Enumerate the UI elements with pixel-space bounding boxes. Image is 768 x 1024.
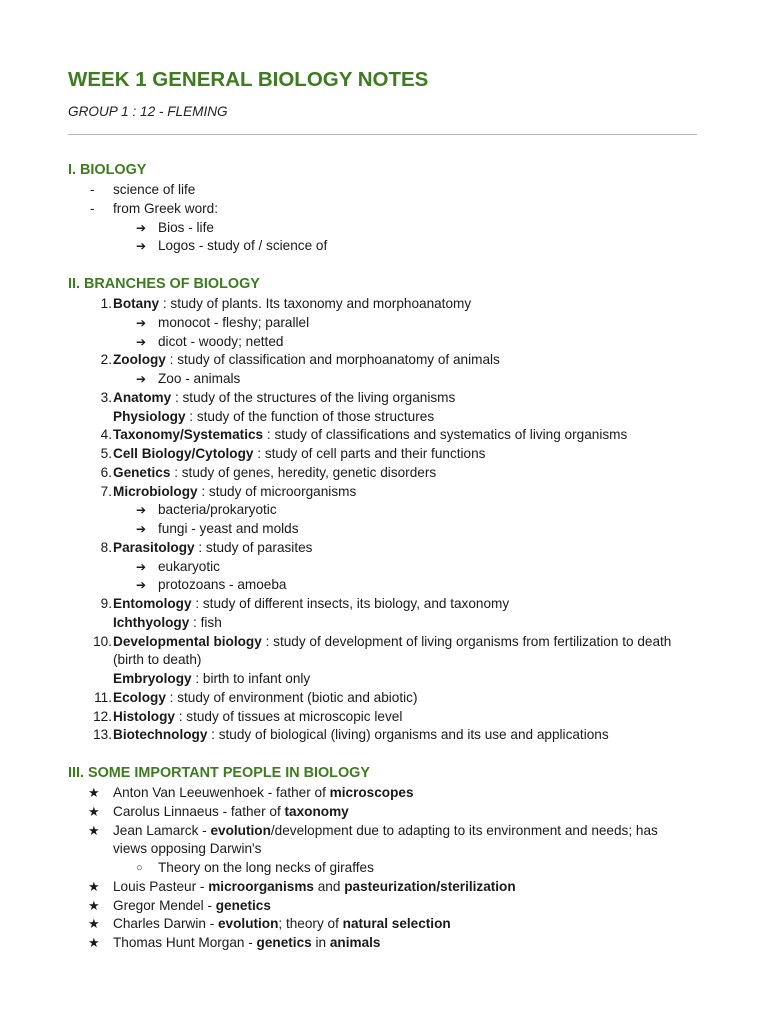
list-item-text [113, 897, 271, 916]
definition: : study of parasites [194, 539, 313, 555]
star-bullet-icon: ★ [88, 785, 100, 800]
section-heading: I. BIOLOGY [68, 162, 147, 178]
horizontal-divider [68, 134, 697, 135]
arrow-bullet-icon: ➔ [136, 559, 147, 574]
term: Biotechnology [113, 727, 208, 743]
person-text: Charles Darwin - [113, 916, 218, 932]
list-item-text [113, 426, 627, 445]
definition: : study of environment (biotic and abiotic) [165, 689, 418, 705]
term: microscopes [329, 785, 414, 800]
term: genetics [215, 897, 271, 913]
sub-item-text: bacteria/prokaryotic [158, 502, 277, 518]
list-item-text [113, 595, 509, 614]
term: Zoology [113, 352, 166, 368]
arrow-bullet-icon: ➔ [136, 220, 147, 235]
list-item-text [113, 670, 310, 689]
definition: : fish [189, 614, 222, 630]
list-item [68, 426, 698, 445]
term: Microbiology [113, 483, 198, 499]
definition: : study of microorganisms [197, 483, 357, 499]
sub-list-item [68, 314, 698, 333]
term: microorganisms [208, 878, 314, 894]
list-item-text [113, 445, 485, 464]
term: Entomology [113, 596, 192, 611]
list-item [68, 539, 698, 558]
list-number: 12. [93, 708, 112, 724]
person-text: and [313, 878, 345, 894]
sub-item-text: Theory on the long necks of giraffes [158, 860, 374, 875]
definition: : birth to infant only [191, 671, 311, 686]
section-heading: II. BRANCHES OF BIOLOGY [68, 276, 260, 292]
page-subtitle: GROUP 1 : 12 - FLEMING [68, 104, 228, 119]
star-bullet-icon: ★ [88, 935, 100, 950]
list-item-continuation [68, 651, 698, 670]
definition: : study of classifications and systematics of living organisms [263, 427, 628, 443]
list-item-text [113, 708, 402, 727]
person-text: Carolus Linnaeus - father of [113, 803, 285, 819]
definition: : study of development of living organisms from fertilization to death [261, 633, 672, 649]
sub-list-item [68, 558, 698, 577]
term: Embryology [113, 671, 192, 686]
arrow-bullet-icon: ➔ [136, 372, 147, 386]
list-number: 1. [100, 296, 112, 311]
sub-item-text: Zoo - animals [158, 371, 241, 386]
list-number: 13. [93, 727, 112, 743]
list-number: 8. [100, 539, 112, 555]
list-item-text [113, 483, 356, 502]
list-number: 7. [100, 483, 112, 499]
person-text: /development due to adapting to its environment and needs; has [270, 822, 658, 838]
list-item-text [113, 878, 516, 897]
page-title: WEEK 1 GENERAL BIOLOGY NOTES [68, 68, 429, 91]
list-item-text: views opposing Darwin's [113, 841, 262, 857]
list-item [68, 803, 698, 822]
arrow-bullet-icon: ➔ [136, 334, 147, 349]
list-item-text [113, 408, 434, 427]
term: animals [329, 935, 381, 950]
list-number: 5. [100, 446, 112, 461]
term: genetics [256, 935, 312, 950]
list-item-text [113, 464, 436, 483]
term: Genetics [113, 464, 171, 480]
list-item [68, 934, 698, 953]
arrow-bullet-icon: ➔ [136, 503, 147, 518]
list-item [68, 878, 698, 897]
section-branches [68, 274, 698, 745]
dash-bullet: - [90, 200, 95, 216]
list-item-text [113, 539, 312, 558]
sub-list-item [68, 859, 698, 878]
section-heading: III. SOME IMPORTANT PEOPLE IN BIOLOGY [68, 765, 370, 781]
list-item [68, 389, 698, 408]
list-item-text [113, 295, 471, 314]
definition: : study of different insects, its biology, and taxonomy [191, 596, 510, 611]
list-item [68, 181, 698, 200]
document-body [68, 160, 698, 953]
section-biology [68, 160, 698, 256]
definition: : study of classification and morphoanatomy of animals [165, 352, 500, 368]
list-item-continuation [68, 840, 698, 859]
list-item-text [113, 389, 455, 408]
term: pasteurization/sterilization [344, 878, 516, 894]
list-item [68, 689, 698, 708]
list-item-text [113, 934, 380, 953]
term: Anatomy [113, 389, 172, 405]
list-item-text [113, 784, 414, 803]
list-item-text [113, 351, 500, 370]
list-item-continuation [68, 670, 698, 689]
term: taxonomy [284, 803, 349, 819]
sub-list-item [68, 219, 698, 238]
sub-item-text: eukaryotic [158, 558, 220, 574]
list-item-text [113, 726, 609, 745]
section-people [68, 763, 698, 953]
list-item [68, 897, 698, 916]
list-item [68, 784, 698, 803]
term: Taxonomy/Systematics [113, 427, 264, 443]
term: Parasitology [113, 539, 195, 555]
list-number: 4. [100, 427, 112, 443]
term: Cell Biology/Cytology [113, 446, 254, 461]
term: evolution [218, 916, 279, 932]
list-item [68, 295, 698, 314]
sub-item-text: dicot - woody; netted [158, 333, 284, 349]
list-item-text: from Greek word: [113, 200, 218, 216]
person-text: Thomas Hunt Morgan - [113, 935, 257, 950]
definition: : study of biological (living) organisms and its use and applications [207, 727, 609, 743]
sub-list-item [68, 333, 698, 352]
definition: : study of plants. Its taxonomy and morphoanatomy [159, 296, 472, 311]
list-item-text [113, 689, 418, 708]
sub-item-text: monocot - fleshy; parallel [158, 314, 310, 330]
star-bullet-icon: ★ [88, 916, 100, 932]
list-number: 3. [100, 389, 112, 405]
sub-list-item [68, 237, 698, 256]
person-text: Gregor Mendel - [113, 897, 216, 913]
list-item [68, 445, 698, 464]
list-item-text: (birth to death) [113, 652, 202, 668]
circle-bullet-icon: ○ [136, 862, 143, 874]
arrow-bullet-icon: ➔ [136, 578, 147, 593]
term: Ichthyology [113, 614, 190, 630]
list-item-text [113, 633, 671, 652]
list-number: 6. [100, 464, 112, 480]
sub-item-text: Bios - life [158, 219, 214, 235]
star-bullet-icon: ★ [88, 822, 100, 838]
sub-list-item [68, 520, 698, 539]
list-item-text [113, 915, 451, 934]
term: Physiology [113, 408, 186, 424]
list-number: 11. [94, 689, 112, 705]
dash-bullet: - [90, 182, 95, 197]
list-item-continuation [68, 408, 698, 427]
list-item-continuation [68, 614, 698, 633]
list-item [68, 483, 698, 502]
sub-list-item [68, 576, 698, 595]
list-item-text [113, 803, 349, 822]
term: Histology [113, 708, 175, 724]
definition: : study of the function of those structures [185, 408, 435, 424]
list-item [68, 708, 698, 727]
definition: : study of genes, heredity, genetic disorders [170, 464, 437, 480]
list-number: 2. [100, 352, 112, 368]
definition: : study of tissues at microscopic level [174, 708, 403, 724]
sub-item-text: fungi - yeast and molds [158, 521, 299, 536]
list-item [68, 200, 698, 219]
section-spacer [68, 745, 698, 763]
person-text: Jean Lamarck - [113, 822, 211, 838]
arrow-bullet-icon: ➔ [136, 522, 147, 536]
list-item [68, 726, 698, 745]
star-bullet-icon: ★ [88, 878, 100, 894]
term: evolution [210, 822, 271, 838]
term: natural selection [342, 916, 451, 932]
list-item [68, 822, 698, 841]
sub-item-text: Logos - study of / science of [158, 238, 328, 254]
sub-list-item [68, 370, 698, 389]
list-item [68, 915, 698, 934]
list-number: 10. [93, 633, 112, 649]
list-item [68, 633, 698, 652]
term: Botany [113, 296, 160, 311]
sub-item-text: protozoans - amoeba [158, 577, 287, 593]
definition: : study of the structures of the living organisms [171, 389, 456, 405]
sub-list-item [68, 501, 698, 520]
list-item [68, 595, 698, 614]
term: Developmental biology [113, 633, 262, 649]
list-item [68, 464, 698, 483]
star-bullet-icon: ★ [88, 897, 100, 913]
arrow-bullet-icon: ➔ [136, 315, 147, 330]
definition: : study of cell parts and their functions [253, 446, 486, 461]
term: Ecology [113, 689, 166, 705]
star-bullet-icon: ★ [88, 803, 100, 819]
list-item-text [113, 822, 658, 841]
list-item [68, 351, 698, 370]
list-number: 9. [100, 596, 112, 611]
section-spacer [68, 256, 698, 274]
person-text: ; theory of [278, 916, 343, 932]
person-text: Louis Pasteur - [113, 878, 209, 894]
list-item-text: science of life [113, 182, 196, 197]
list-item-text [113, 614, 222, 633]
person-text: Anton Van Leeuwenhoek - father of [113, 785, 330, 800]
arrow-bullet-icon: ➔ [136, 239, 147, 254]
person-text: in [311, 935, 330, 950]
